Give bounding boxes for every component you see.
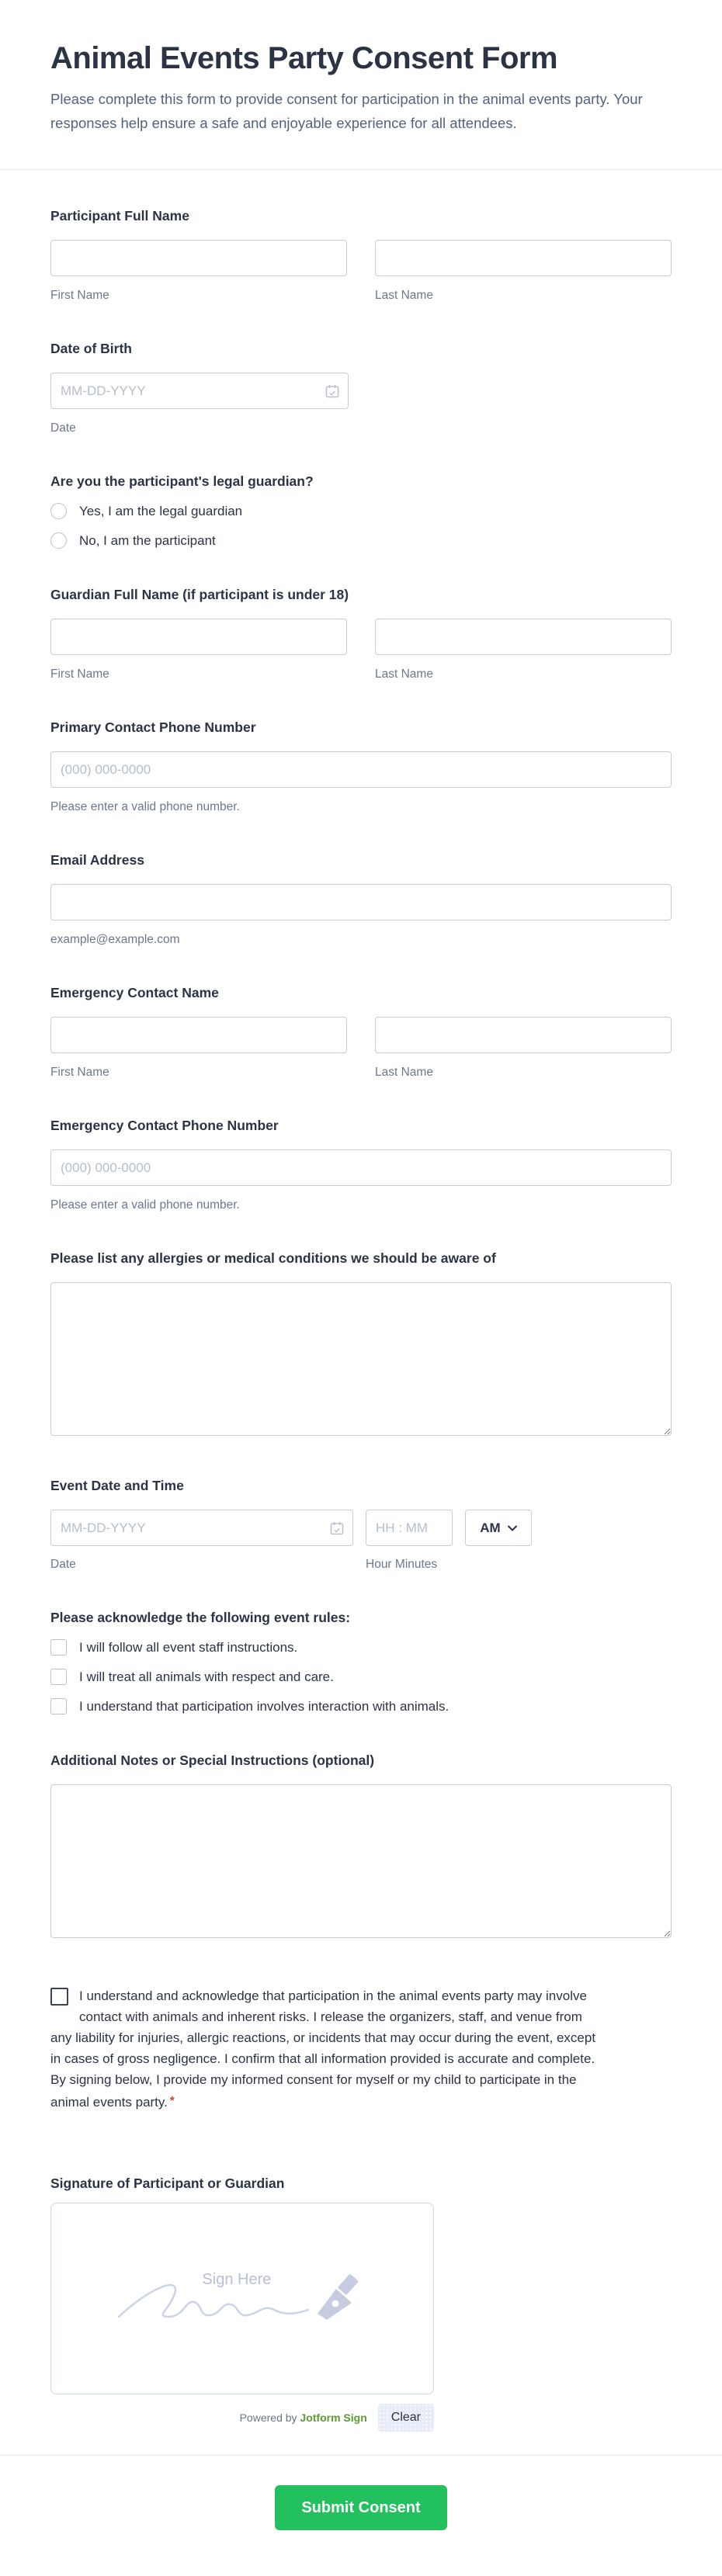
checkbox-icon[interactable] [50, 1698, 67, 1714]
emergency-last-name-sublabel: Last Name [375, 1066, 433, 1079]
additional-notes-textarea[interactable] [50, 1784, 672, 1938]
chevron-down-icon [508, 1525, 517, 1531]
allergies-textarea[interactable] [50, 1282, 672, 1436]
emergency-last-name-input[interactable] [375, 1017, 672, 1053]
question-primary-phone [50, 719, 672, 814]
checkbox-icon[interactable] [50, 1639, 67, 1656]
calendar-icon[interactable] [329, 1520, 345, 1536]
form-subtitle: Please complete this form to provide consent for participation in the animal events party. Your responses help ensure a safe and enjoyable experience for all attendees. [50, 91, 643, 131]
guardian-option-no[interactable] [50, 532, 672, 549]
question-additional-notes [50, 1752, 672, 1942]
consent-checkbox[interactable] [50, 1988, 68, 2006]
form-header [0, 0, 722, 135]
rule-option-3-label: I understand that participation involves interaction with animals. [79, 1699, 450, 1714]
event-date-sublabel: Date [50, 1558, 76, 1571]
question-guardian-name [50, 586, 672, 681]
powered-by-prefix: Powered by [239, 2411, 297, 2424]
powered-by-label [240, 2411, 367, 2424]
question-email [50, 851, 672, 947]
rule-option-1[interactable] [50, 1639, 672, 1656]
signature-footer [50, 2404, 434, 2432]
emergency-phone-sublabel: Please enter a valid phone number. [50, 1198, 240, 1212]
event-datetime-label: Event Date and Time [50, 1478, 184, 1493]
dob-label: Date of Birth [50, 341, 132, 356]
participant-name-label: Participant Full Name [50, 208, 189, 224]
emergency-phone-label: Emergency Contact Phone Number [50, 1118, 279, 1133]
additional-notes-label: Additional Notes or Special Instructions (optional) [50, 1753, 375, 1768]
ampm-value: AM [480, 1520, 501, 1535]
page-title: Animal Events Party Consent Form [50, 41, 558, 75]
signature-squiggle [114, 2248, 370, 2334]
guardian-name-label: Guardian Full Name (if participant is under 18) [50, 587, 349, 602]
consent-statement [50, 1985, 598, 2113]
jotform-sign-brand[interactable]: Jotform Sign [300, 2411, 367, 2424]
email-input[interactable] [50, 884, 672, 920]
clear-signature-button[interactable]: Clear [378, 2404, 434, 2432]
rule-option-2[interactable] [50, 1669, 672, 1685]
guardian-first-name-sublabel: First Name [50, 667, 109, 681]
allergies-label: Please list any allergies or medical conditions we should be aware of [50, 1250, 496, 1266]
required-asterisk: * [169, 2094, 175, 2107]
sign-here-hint: Sign Here [202, 2271, 272, 2288]
dob-date-input[interactable] [50, 373, 349, 409]
participant-first-name-sublabel: First Name [50, 289, 109, 302]
consent-text: I understand and acknowledge that participation in the animal events party may involve contact with animals and inherent risks. I release the organizers, staff, and venue from any liability for injuries, allergic reactions, or incidents that may occur during the event, except in cases of gross negligence. I confirm that all information provided is accurate and complete. By signing below, I provide my informed consent for myself or my child to participate in the animal events party. [50, 1988, 596, 2110]
guardian-question-label: Are you the participant's legal guardian? [50, 473, 314, 489]
submit-button[interactable]: Submit Consent [275, 2485, 447, 2530]
primary-phone-label: Primary Contact Phone Number [50, 719, 256, 735]
radio-icon[interactable] [50, 503, 67, 519]
question-date-of-birth [50, 340, 672, 435]
guardian-option-no-label: No, I am the participant [79, 533, 216, 548]
emergency-first-name-input[interactable] [50, 1017, 347, 1053]
signature-label: Signature of Participant or Guardian [50, 2176, 285, 2191]
rule-option-2-label: I will treat all animals with respect and care. [79, 1669, 334, 1684]
participant-last-name-sublabel: Last Name [375, 289, 433, 302]
event-time-input[interactable] [366, 1510, 453, 1546]
participant-last-name-input[interactable] [375, 240, 672, 276]
ampm-select[interactable] [465, 1510, 532, 1546]
participant-first-name-input[interactable] [50, 240, 347, 276]
pen-nib-icon [318, 2273, 359, 2320]
question-emergency-name [50, 984, 672, 1080]
question-legal-guardian [50, 473, 672, 549]
question-event-rules [50, 1609, 672, 1714]
emergency-first-name-sublabel: First Name [50, 1066, 109, 1079]
emergency-name-label: Emergency Contact Name [50, 985, 219, 1000]
emergency-phone-input[interactable] [50, 1149, 672, 1186]
checkbox-icon[interactable] [50, 1669, 67, 1685]
guardian-option-yes[interactable] [50, 503, 672, 519]
question-allergies [50, 1250, 672, 1440]
rule-option-1-label: I will follow all event staff instructions. [79, 1640, 298, 1655]
dob-sublabel: Date [50, 421, 76, 435]
submit-row [0, 2456, 722, 2567]
email-sublabel: example@example.com [50, 933, 180, 946]
primary-phone-sublabel: Please enter a valid phone number. [50, 800, 240, 813]
question-emergency-phone [50, 1117, 672, 1212]
guardian-option-yes-label: Yes, I am the legal guardian [79, 504, 243, 518]
primary-phone-input[interactable] [50, 751, 672, 788]
event-time-sublabel: Hour Minutes [366, 1558, 438, 1571]
event-rules-label: Please acknowledge the following event rules: [50, 1610, 351, 1625]
form-body [0, 207, 722, 2432]
event-date-input[interactable] [50, 1510, 353, 1546]
radio-icon[interactable] [50, 532, 67, 549]
guardian-first-name-input[interactable] [50, 619, 347, 655]
rule-option-3[interactable] [50, 1698, 672, 1714]
question-participant-name [50, 207, 672, 303]
email-label: Email Address [50, 852, 144, 868]
guardian-last-name-input[interactable] [375, 619, 672, 655]
header-divider [0, 169, 722, 170]
question-signature [50, 2175, 672, 2432]
guardian-last-name-sublabel: Last Name [375, 667, 433, 681]
question-event-datetime [50, 1477, 672, 1572]
calendar-icon[interactable] [325, 383, 340, 399]
signature-pad[interactable] [50, 2203, 434, 2394]
